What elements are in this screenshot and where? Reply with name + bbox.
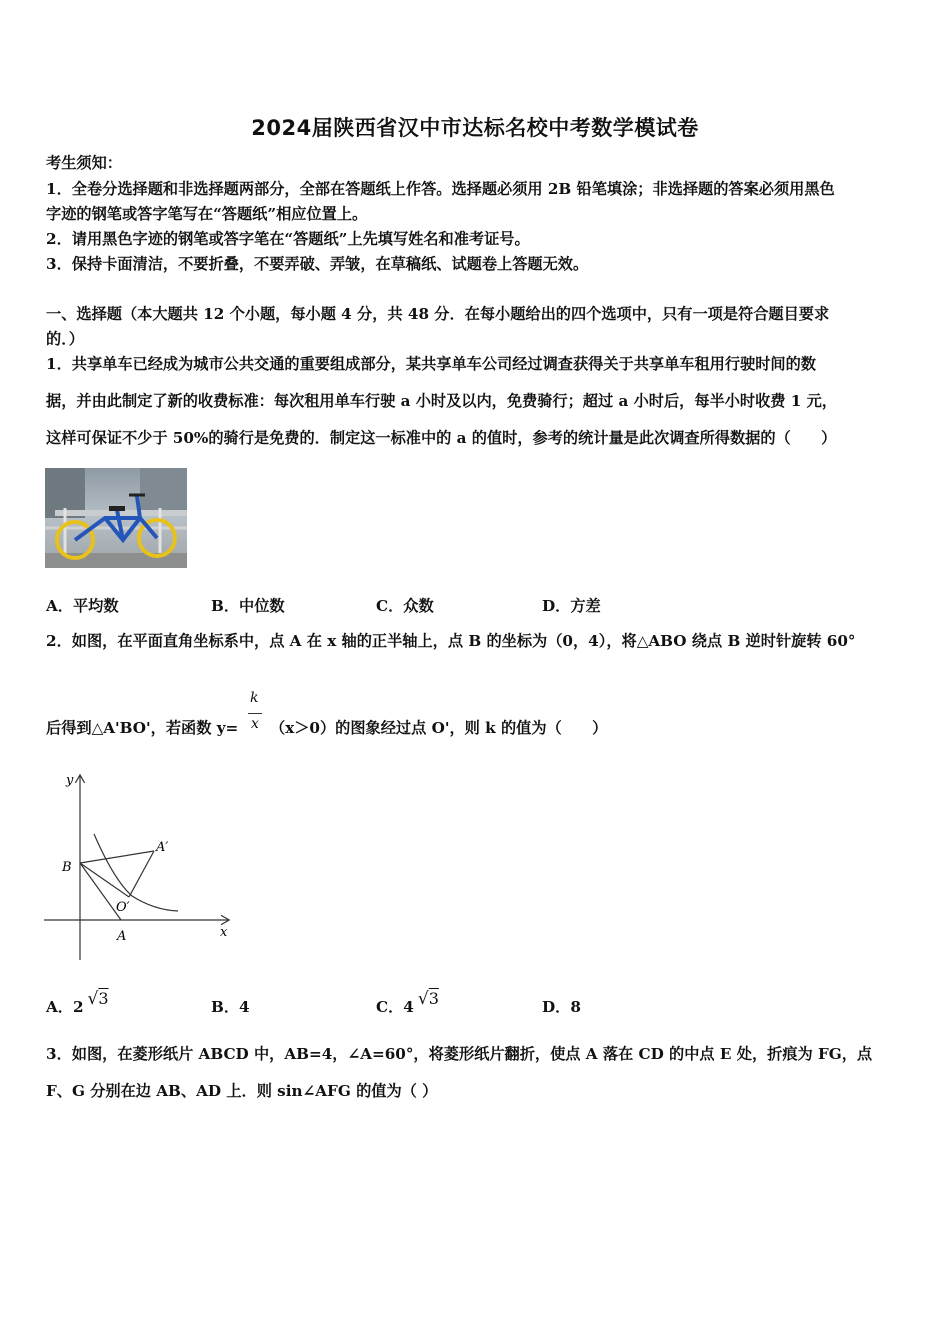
q2-option-d: D．8 [542, 998, 581, 1016]
q3-text: 3．如图，在菱形纸片 ABCD 中，AB=4，∠A=60°，将菱形纸片翻折，使点 A 落在 CD 的中点 E 处，折痕为 FG，点 [46, 1045, 873, 1063]
q2-option-c-label: C．4 [376, 998, 414, 1016]
label-o-prime: O′ [116, 900, 130, 915]
q2-option-a [46, 989, 109, 1017]
label-y: y [66, 773, 74, 788]
notice-item: 1．全卷分选择题和非选择题两部分，全部在答题纸上作答。选择题必须用 2B 铅笔填涂；非选择题的答案必须用黑色 [46, 180, 835, 198]
q1-text: 这样可保证不少于 50%的骑行是免费的．制定这一标准中的 a 的值时，参考的统计量是此次调查所得数据的（ ） [46, 429, 837, 447]
fraction-bar [248, 713, 262, 714]
q3-text: F、G 分别在边 AB、AD 上．则 sin∠AFG 的值为（ ） [46, 1082, 438, 1100]
notice-item: 2．请用黑色字迹的钢笔或答字笔在“答题纸”上先填写姓名和准考证号。 [46, 230, 530, 248]
label-a-prime: A′ [156, 840, 169, 855]
label-x: x [220, 925, 228, 940]
q2-option-a-label: A．2 [46, 998, 84, 1016]
sqrt-symbol: √ [417, 989, 429, 1009]
fraction-denominator: x [251, 716, 259, 732]
q1-option-c: C．众数 [376, 597, 434, 615]
q2-figure [44, 770, 234, 962]
q1-option-b: B．中位数 [211, 597, 285, 615]
q1-text: 1．共享单车已经成为城市公共交通的重要组成部分，某共享单车公司经过调查获得关于共享单车租用行驶时间的数 [46, 355, 816, 373]
q2-option-b: B．4 [211, 998, 250, 1016]
q2-option-c [376, 989, 439, 1017]
radicand: 3 [98, 989, 109, 1008]
section-heading-cont: 的．） [46, 330, 84, 348]
q1-text: 据，并由此制定了新的收费标准：每次租用单车行驶 a 小时及以内，免费骑行；超过 a 小时后，每半小时收费 1 元， [46, 392, 837, 410]
q2-text-post: （x＞0）的图象经过点 O'，则 k 的值为（ ） [270, 719, 608, 737]
q2-text: 2．如图，在平面直角坐标系中，点 A 在 x 轴的正半轴上，点 B 的坐标为（0，4），将△ABO 绕点 B 逆时针旋转 60° [46, 632, 856, 650]
notice-item: 字迹的钢笔或答字笔写在“答题纸”相应位置上。 [46, 205, 368, 223]
radicand: 3 [428, 989, 439, 1008]
page-title: 2024届陕西省汉中市达标名校中考数学模试卷 [251, 116, 699, 140]
q1-option-d: D．方差 [542, 597, 601, 615]
label-b: B [62, 860, 72, 875]
bike-photo [45, 468, 187, 568]
q2-text-pre: 后得到△A'BO'，若函数 y= [46, 719, 239, 737]
notice-item: 3．保持卡面清洁，不要折叠，不要弄破、弄皱，在草稿纸、试题卷上答题无效。 [46, 255, 589, 273]
label-a: A [117, 929, 127, 944]
sqrt-symbol: √ [87, 989, 99, 1009]
sqrt-expression [88, 989, 109, 1009]
sqrt-expression [418, 989, 439, 1009]
q1-option-a: A．平均数 [46, 597, 119, 615]
notice-heading: 考生须知： [46, 154, 122, 172]
fraction-numerator: k [250, 690, 259, 706]
section-heading: 一、选择题（本大题共 12 个小题，每小题 4 分，共 48 分．在每小题给出的四个选项中，只有一项是符合题目要求 [46, 305, 830, 323]
